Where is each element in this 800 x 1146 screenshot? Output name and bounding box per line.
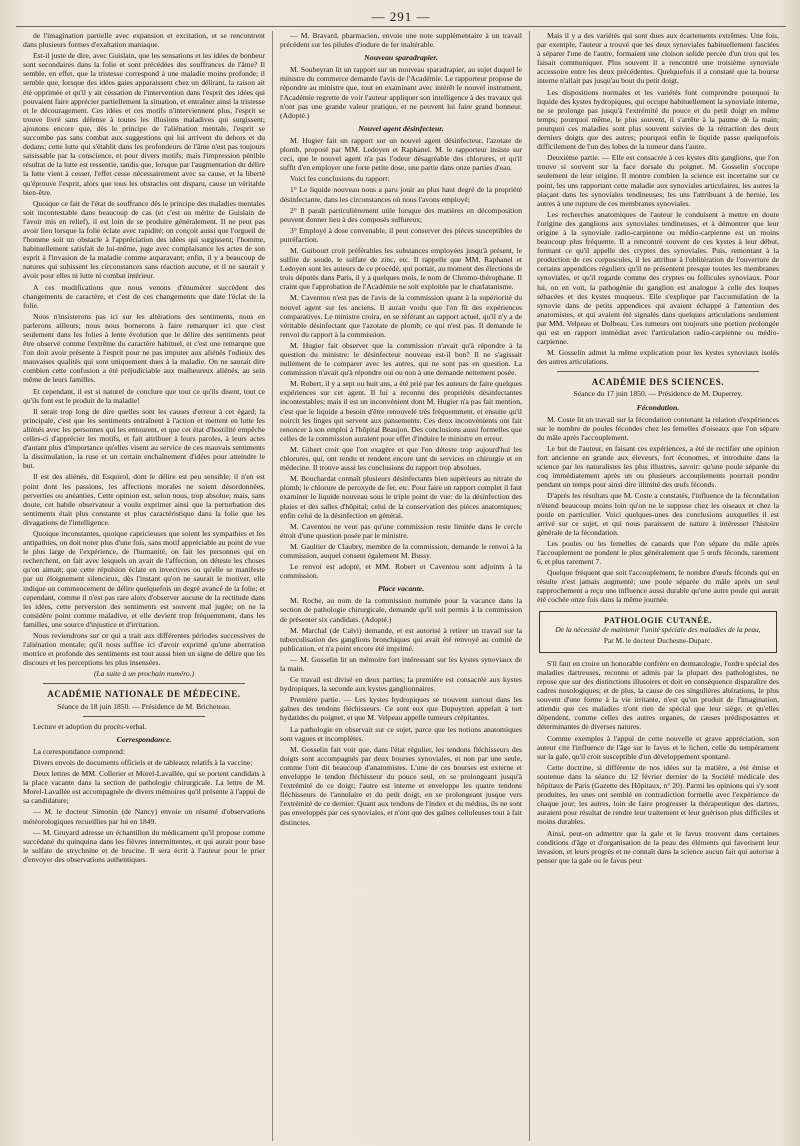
to-be-continued: (La suite à un prochain numéro.) bbox=[93, 669, 195, 679]
article-subtitle: De la nécessité de maintenir l'unité spéciale des maladies de la peau, bbox=[555, 624, 761, 634]
paragraph: Le renvoi est adopté, et MM. Robert et Caventou sont adjoints à la commission. bbox=[280, 562, 522, 581]
paragraph: Ce travail est divisé en deux parties; la première est consacrée aux kystes hydropiques, la seconde aux kystes ganglionnaires. bbox=[280, 675, 522, 694]
col1-body bbox=[23, 31, 265, 667]
paragraph: M. Gosselin fait voir que, dans l'état régulier, les tendons fléchisseurs des doigts sont accompagnés par deux bourses synoviales, et non par une seule, comme l'ont dit beaucoup d'anatomistes. L'une de ces bourses est externe et enveloppe le tendon fléchisseur du pouce seul, en se prolongeant jusqu'à l'extrémité de ce doigt; l'autre est interne et enveloppe les quatre tendons fléchisseurs de l'annulaire et du petit doigt, en se prolongeant jusque vers l'extrémité de ce dernier. Quant aux tendons de l'index et du médius, ils ne sont pas enveloppés par ces synoviales, et n'ont que des gaînes celluleuses tout à fait distinctes. bbox=[280, 744, 522, 827]
paragraph: M. Hugier fait un rapport sur un nouvel agent désinfecteur, l'azotate de plomb, proposé par MM. Ledoyen et Raphanel. M. le rapporteur insiste sur ceci, que le nouvel agent n'a pas l'odeur désagréable des chlorures, et qu'il suffit d'en employer une forte petite dose, une partie dans onze parties d'eau. bbox=[280, 135, 522, 173]
paragraph: M. Gibert croit que l'on exagère et que l'on déteste trop aujourd'hui les chlorures, qui, ont rendu et rendent encore tant de services en chirurgie et en médecine. Il trouve aussi les conclusions du rapport trop absolues. bbox=[280, 444, 522, 473]
paragraph: M. Hugier fait observer que la commission n'avait qu'à répondre à la question du ministre: le désinfecteur nouveau est-il bon? Il ne s'agissait nullement de le comparer avec les autres, qui ne sont pas en question. La commission n'avait qu'à répondre oui ou non à une demande nettement posée. bbox=[280, 340, 522, 378]
paragraph: 2° Il paraît particulièrement utile lorsque des matières en décomposition peuvent donner lieu à des composés sulfureux; bbox=[280, 205, 522, 224]
paragraph: Et cependant, il est si naturel de conclure que tout ce qu'ils disent, tout ce qu'ils font est le produit de la maladie! bbox=[23, 386, 265, 405]
columns bbox=[16, 31, 786, 1141]
paragraph: Nous n'insisterons pas ici sur les altérations des sentiments, nous en parlerons ailleurs; nous nous bornerons à faire remarquer ici que c'est seulement dans les folies à lente évolution que le délire des sentiments peut être observé comme l'extrême du caractère habituel, et c'est une remarque que l'on doit avoir présente à l'esprit pour ne pas imputer aux aliénés l'odieux des mauvaises qualités qui sont uniquement dues à la maladie. On ne saurait dire combien cette confusion a été préjudiciable aux malheureux aliénés, au sein même de leurs familles. bbox=[23, 311, 265, 385]
paragraph: — M. Gosselin lit un mémoire fort intéressant sur les kystes synoviaux de la main. bbox=[280, 654, 522, 673]
paragraph: M. Guibourt croit préférables les substances employées jusqu'à présent, le sulfite de soude, le sulfate de zinc, etc. Il rappelle que MM. Raphanel et Ledoyen sont les auteurs de ce procédé, qui portait, au moment des élections de trois députés dans Paris, il y a quelques mois, le nom de Chromo-thérophane. Il craint que l'approbation de l'Académie ne soit exploitée par le charlatanisme. bbox=[280, 245, 522, 292]
paragraph: M. Caventou ne veut pas qu'une commission reste limitée dans le cercle étroit d'une question posée par le ministre. bbox=[280, 521, 522, 540]
paragraph: 3° Employé à dose convenable, il peut conserver des pièces susceptibles de putréfaction. bbox=[280, 225, 522, 244]
paragraph: M. Robert, il y a sept ou huit ans, a été prié par les auteurs de faire quelques expériences sur cet agent. Il lui a reconnu des propriétés désinfectantes incontestables; mais il est un inconvénient dont M. Hugier n'a pas fait mention, c'est que le liquide a besoin d'être renouvelé très fréquemment, et ensuite qu'il noircit les linges qui servent aux pansements. Ces deux inconvénients ont fait renoncer à son emploi à l'hôpital Beaujon. Des conclusions aussi formelles que celles de la commission auraient pour effet d'induire le ministre en erreur. bbox=[280, 379, 522, 443]
paragraph: 1° Le liquide nouveau nous a paru jouir au plus haut degré de la propriété désinfectante, dans les circonstances où nous l'avons employé; bbox=[280, 185, 522, 204]
paragraph: M. Marchal (de Calvi) demande, et est autorisé à retirer un travail sur la tuberculisation des ganglions bronchiques qui avait été renvoyé au comité de publication, et n'a point encore été imprimé. bbox=[280, 625, 522, 653]
correspondence-item: — M. Gruyard adresse un échantillon du médicament qu'il propose comme succédané du quinquina dans les fièvres intermittentes, et qui aurait pour base le sulfate de strychnine et de brucine. Il sera écrit à l'auteur pour le prier d'envoyer des observations authentiques. bbox=[23, 827, 265, 864]
article-author: Par M. le docteur Duchesne-Duparc. bbox=[603, 635, 713, 645]
section-heading-desinfecteur: Nouvel agent désinfecteur. bbox=[358, 123, 444, 133]
column-3 bbox=[529, 31, 786, 1141]
sciences-session: Séance du 17 juin 1850. — Présidence de M. Duperrey. bbox=[573, 389, 743, 399]
article-title: PATHOLOGIE CUTANÉE. bbox=[604, 615, 712, 625]
divider bbox=[557, 371, 759, 372]
paragraph: Le but de l'auteur, en faisant ces expériences, a été de rectifier une opinion fort ancienne en grande aux éleveurs, fort économes, et introduite dans la science par les naturalistes les plus illustres, savoir: qu'une poule séparée du coq immédiatement après un ou plusieurs accouplements pourrait pondre pendant un temps pour ainsi dire illimité des œufs féconds. bbox=[537, 443, 779, 490]
correspondence-body bbox=[23, 747, 265, 864]
column-2 bbox=[272, 31, 529, 1141]
paragraph: Les recherches anatomiques de l'auteur le conduisent à mettre en doute l'origine des ganglions aux synoviales tendineuses, et à démontrer que leur origine à la synoviale radio-carpienne ou médio-carpienne est un moins beaucoup plus fréquente. Il a rencontré souvent de ces kystes à leur début, formant ce qu'il appelle des cryptes des synoviales. Puis, remontant à la production de ces corpuscules, il les attribue à l'oblitération de l'ouverture de certains appendices réguliers qu'il ne présentent presque toutes les membranes synoviales, et qu'il regarde comme des cryptes ou follicules synoviaux. Pour lui, on en voit, la pathogénie du ganglion est analogue à celle des loupes sébacées et des kystes muqueux. Elle s'explique par l'accumulation de la synovie dans de petits appendices qui avaient échappé à l'attention des anatomistes, et qui avaient été signalés dans quelques articulations seulement par MM. Velpeau et Dolbeau. Ces tumeurs ont toujours une portion prolongée qui est en rapport immédiat avec l'articulation radio-carpienne ou médio-carpienne. bbox=[537, 209, 779, 347]
divider bbox=[83, 716, 205, 717]
paragraph: Quoique inconstantes, quoique capricieuses que soient les sympathies et les antipathies, on doit noter plus d'une fois, sans motif appréciable au point de vue le plus large de l'expérience, de l'humanité, on fait les personnes qui en recherchent, on fait avec lesquels on avait de l'affection, on déteste les choses qu'on aimait; que cette répulsion éclate en invectives ou qu'elle se manifeste par un éloignement silencieux, dès l'instant qu'on ne saurait le motiver, elle indique un commencement de délire quelquefois un degré avancé de la folie; et cependant, comme il n'est pas rare alors d'observer aucune de la rectitude dans les idées, cette perversion des sentiments est souvent mal jugée; on ne la considère point comme maladive, et elle devient trop fréquemment, dans les familles, une source d'injustice et d'irritation. bbox=[23, 528, 265, 629]
article-body bbox=[537, 659, 779, 865]
section-sparadrapier bbox=[280, 65, 522, 120]
paragraph: D'après les résultats que M. Coste a constatés, l'influence de la fécondation n'étend beaucoup moins loin qu'on ne le suppose chez les oiseaux et chez la poule en particulier. Voici quelques-unes des conclusions auxquelles il est arrivé sur ce sujet, et qui nous paraissent de nature à intéresser l'histoire générale de la fécondation. bbox=[537, 491, 779, 537]
section-place-vacante bbox=[280, 596, 522, 826]
paragraph: M. Gaultier de Claubry, membre de la commission, demande le renvoi à la commission, auquel consent également M. Bussy. bbox=[280, 541, 522, 560]
paragraph: Les poules ou les femelles de canards que l'on sépare du mâle après l'accouplement ne pondent le plus généralement que 5 œufs féconds, rarement 6, et plus rarement 7. bbox=[537, 538, 779, 567]
paragraph: M. Roche, au nom de la commission nommée pour la vacance dans la section de pathologie chirurgicale, demande qu'il soit permis à la commission de présenter six candidats. (Adopté.) bbox=[280, 596, 522, 624]
correspondence-heading: Correspondance. bbox=[116, 734, 172, 744]
correspondence-item: Divers envois de documents officiels et de tableaux relatifs à la vaccine; bbox=[33, 757, 253, 767]
section-heading-sparadrapier: Nouveau sparadrapier. bbox=[364, 53, 438, 63]
paragraph: de l'imagination partielle avec expansion et excitation, et se rencontrent dans plusieurs formes d'exaltation maniaque. bbox=[23, 31, 265, 50]
article-box bbox=[539, 611, 777, 653]
paragraph: M. Caventou n'est pas de l'avis de la commission quant à la supériorité du nouvel agent sur les anciens. Il aurait voulu que l'on fît des expériences comparatives. Le ministre croira, en se référant au rapport actuel, qu'il n'y a de véritable désinfectant que l'azotate de plomb; ce qui n'est pas. Il demande le renvoi du rapport à la commission. bbox=[280, 293, 522, 339]
paragraph: Cette doctrine, si différente de nos idées sur la matière, a été émise et soutenue dans la séance du 12 février dernier de la Société médicale des hôpitaux de Paris (Gazette des Hôpitaux, n° 20). Parmi les opinions qui s'y sont produites, les unes ont semblé en contradiction formelle avec l'expérience de chaque jour; les autres, loin de faire progresser la thérapeutique des dartres, auraient pour résultat de rendre leur traitement et leur guérison plus difficiles et moins durables. bbox=[537, 762, 779, 827]
col3-body bbox=[537, 31, 779, 366]
paragraph: M. Gosselin admet la même explication pour les kystes synoviaux isolés des autres articulations. bbox=[537, 348, 779, 367]
sciences-title: ACADÉMIE DES SCIENCES. bbox=[591, 377, 725, 388]
correspondence-item: Deux lettres de MM. Collerier et Morel-Lavallée, qui se portent candidats à la place vacante dans la section de pathologie chirurgicale. La lettre de M. Morel-Lavallée est accompagnée de divers mémoires qu'il présente à l'appui de sa candidature; bbox=[23, 769, 265, 806]
paragraph: Deuxième partie. — Elle est consacrée à ces kystes dits ganglions, que l'on trouve si souvent sur la face dorsale du poignet. M. Gosselin s'occupe seulement de leur origine. Il montre combien la science est incertaine sur ce point, les uns rapportant cette maladie aux synoviales articulaires, les autres la plaçant dans les synoviales tendineuses; les uns l'attribuant à de hernie, les autres à une rupture de ces membranes synoviales. bbox=[537, 153, 779, 208]
divider bbox=[43, 683, 245, 684]
correspondence-item: — M. le docteur Simonin (de Nancy) envoie un résumé d'observations météorologiques recueillies par lui en 1849. bbox=[23, 807, 265, 826]
col2-top bbox=[280, 31, 522, 49]
paragraph: M. Coste lit un travail sur la fécondation contenant la relation d'expériences sur le nombre de poules fécondes chez les femelles d'oiseaux que l'on sépare du mâle après l'accouplement. bbox=[537, 414, 779, 442]
academy-title: ACADÉMIE NATIONALE DE MÉDECINE. bbox=[47, 689, 241, 700]
paragraph: S'il faut en croire un honorable confrère en dermatologie, l'ordre spécial des maladies dartreuses, reconnu et admis par la plupart des pathologistes, ne repose que sur des distinctions illusoires et doit en conséquence disparaître des cadres nosologiques; et de plus, la cause de ces singulières altérations, le plus souvent d'une forme à la vie irritante, n'est qu'un produit de l'imagination, attendu que ces maladies n'ont rien de spécial que leur siège, et qu'elles dépendent, comme celles des autres organes, de causes prédisposantes et déterminantes de diverses natures. bbox=[537, 658, 779, 732]
paragraph: M. Soubeyran lit un rapport sur un nouveau sparadrapier, au sujet duquel le ministre du commerce demande l'avis de l'Académie. Le rapporteur propose de répondre au ministre que, tout en examinant avec intérêt le nouvel instrument, l'Académie regrette de voir l'auteur appliquer son intelligence à des travaux qui n'ont pas une grande valeur pratique, et ne peuvent lui faire grand honneur. (Adopté.) bbox=[280, 65, 522, 120]
paragraph: Les dispositions normales et les variétés font comprendre pourquoi le liquide des kystes hydropiques, qui occupe habituellement la synoviale interne, ne se prolonge pas jusqu'à l'extrémité du pouce et du petit doigt en même temps; pourquoi même, le plus souvent, il s'arrête à la paume de la main; pourquoi ces maladies sont plus souvent suivies de la rétraction des deux derniers doigts que des autres; pourquoi enfin le liquide passe quelquefois difficilement de l'un des lobes de la tumeur dans l'autre. bbox=[537, 87, 779, 152]
paragraph: M. Bouchardat connaît plusieurs désinfectants bien supérieurs au nitrate de plomb; le chlorure de peroxyde de fer, etc. Pour faire un rapport complet il faut examiner le liquide nouveau sous le triple point de vue: de la désinfection des plaies et des salles d'hôpital; celui de la conservation des pièces anatomiques; enfin celui de la désinfection en général. bbox=[280, 474, 522, 520]
section-desinfecteur bbox=[280, 136, 522, 580]
paragraph: Nous reviendrons sur ce qui a trait aux différentes périodes successives de l'aliénation mentale; qu'il nous suffise ici d'avoir exprimé qu'une aberration motrice et profonde des sentiments est tout aussi bien un signe de délire que les discours et les perceptions les plus insensées. bbox=[23, 631, 265, 668]
paragraph: Voici les conclusions du rapport: bbox=[290, 174, 390, 184]
paragraph: La pathologie en observait sur ce sujet, parce que les notions anatomiques sont vagues et incomplètes. bbox=[280, 724, 522, 743]
paragraph: Est-il juste de dire, avec Guislain, que les sensations et les idées de bonheur sont secondaires dans la folie et sont précédées des souffrances de l'âme? Il semble, en effet, que la tristesse correspond à une maladie moins profonde; il semble que, lorsque des idées gaies apparaissent chez un délirant, la raison ait été opprimée et qu'il y ait cessation de l'intervention dans l'esprit des idées qui pouvaient faire apprécier partiellement la situation, et entraîner ainsi la tristesse et le découragement. Ces idées et ces motifs n'interviennent plus, l'esprit se trouve livré sans défense à toutes les illusions maladives qui surgissent; ajoutons encore que, dès le principe de l'aliénation mentale, l'esprit se succombe pas sans combat aux suggestions qui lui arrivent du dehors et du dedans; cette lutte qui s'établit dans les profondeurs de l'âme n'est pas toujours saisissable par la conscience, et pour divers motifs; mais l'impression pénible résultat de la lutte est ressentie, tandis que, lorsque par l'augmentation du délire la lutte vient à cesser, l'effet cesse nécessairement avec sa cause, et la liberté qu'éprouve l'esprit, alors que tous les obstacles ont disparu, cause un véritable bien-être. bbox=[23, 51, 265, 197]
paragraph: Première partie. — Les kystes hydropiques se trouvent surtout dans les gaînes des tendons fléchisseurs. Ce sont eux que Dupuytren appelait à tort hydatides du poignet, et que M. Velpeau appelle tumeurs crépitantes. bbox=[280, 695, 522, 723]
paragraph: Ainsi, peut-on admettre que la gale et le favus trouvent dans certaines conditions d'âge et d'organisation de la peau des éléments qui favorisent leur invasion, et leurs progrès et ne connaît dans la science aucun fait qui autorise à penser que la gale ou le favus peut bbox=[537, 828, 779, 865]
paragraph: A ces modifications que nous venons d'énumérer succèdent des changements de caractère, et c'est de ces changements que date l'éclat de la folie. bbox=[23, 282, 265, 310]
paragraph: Mais il y a des variétés qui sont dues aux écartements extrêmes. Une fois, par exemple, l'auteur a trouvé que les deux synoviales habituellement fasciées à séparer l'une de l'autre, formaient une cloison solide percée d'un trou qui les faisait communiquer. Plus souvent il a rencontré une troisième synoviale accessoire entre les deux précédentes. Quelquefois il a constaté que la bourse interne n'allait pas jusqu'au bout du petit doigt. bbox=[537, 31, 779, 86]
paragraph: Comme exemples à l'appui de cette nouvelle et grave appréciation, son auteur cite l'influence de l'âge sur le favus et le lichen, celle du tempérament sur la gale, qu'il croit susceptible d'un développement spontané. bbox=[537, 733, 779, 761]
correspondence-item: La correspondance comprend: bbox=[33, 746, 125, 756]
paragraph: Il serait trop long de dire quelles sont les causes d'erreur à cet égard; la principale, c'est que les sentiments entraînent à l'action et mettent en lutte les aliénés avec les personnes qui les entourent, et que cet état d'hostilité empêche celles-ci d'apprécier les motifs, et fait attribuer à leurs paroles, à leurs actes d'autant plus d'importance qu'elles visent au service de ces mauvais sentiments la dissimulation, la ruse et un certain enchaînement d'idées pour atteindre le but. bbox=[23, 406, 265, 471]
column-1 bbox=[16, 31, 272, 1141]
page-number: — 291 — bbox=[16, 8, 786, 27]
paragraph: Quoique ce fait de l'état de souffrance dès le principe des maladies mentales soit incontestable dans beaucoup de cas (et c'est un mérite de Guislain de l'avoir mis en relief), il est loin de se produire généralement. Il ne peut pas avoir lieu lorsque la folie éclate avec rapidité; on conçoit aussi que l'orgueil de l'homme soit un obstacle à l'appréciation des idées qui surgissent; l'homme, habituellement satisfait de lui-même, juge avec complaisance les actes de son esprit à l'invasion de la maladie comme auparavant; enfin, il y a beaucoup de natures qui subissent les circonstances sans réaction aucune, et il ne saurait y avoir pour elles ni lutte ni combat intérieur. bbox=[23, 198, 265, 281]
fecondation-heading: Fécondation. bbox=[636, 402, 680, 412]
minutes-line: Lecture et adoption du procès-verbal. bbox=[33, 721, 147, 731]
paragraph: Quelque fréquent que soit l'accouplement, le nombre d'œufs féconds qui en résulte n'est jamais augmenté; une poule séparée du mâle après un seul rapprochement a reçu une influence aussi durable qu'une autre poule qui aurait été cochée onze fois dans la même journée. bbox=[537, 568, 779, 605]
paragraph: Il est des aliénés, dit Esquirol, dont le délire est peu sensible; il n'en est point dont les passions, les affections morales ne soient désordonnées, perverties ou anéanties. Cette opinion est, selon nous, trop absolue; mais, sans doute, cet habile observateur a voulu exprimer ainsi que la perturbation des sentiments était plus constante et plus caractéristique dans la folie que les divagations de l'intelligence. bbox=[23, 472, 265, 527]
fecondation-body bbox=[537, 415, 779, 605]
academy-session: Séance du 18 juin 1850. — Présidence de M. Bricheteau. bbox=[57, 701, 231, 711]
section-heading-place-vacante: Place vacante. bbox=[377, 584, 425, 594]
paragraph: — M. Bravard, pharmacien, envoie une note supplémentaire à un travail précédent sur les pilules d'iodure de fer inaltérable. bbox=[280, 31, 522, 50]
